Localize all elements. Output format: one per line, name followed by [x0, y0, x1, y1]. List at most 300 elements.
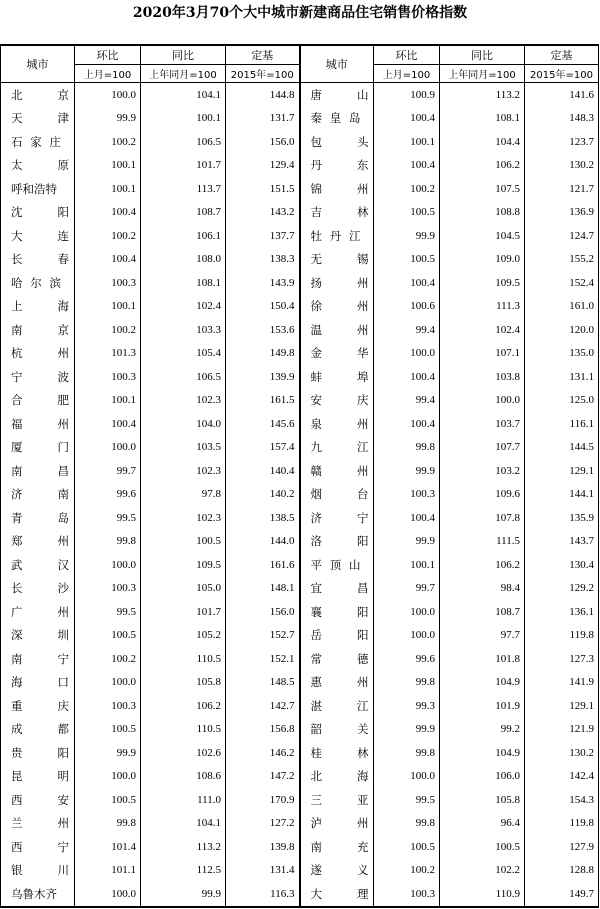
city-cell: [1, 271, 75, 295]
dj-value-cell: 136.9: [525, 201, 599, 225]
tb-value-cell: 108.7: [141, 201, 226, 225]
dj-value-cell: 137.7: [226, 224, 300, 248]
table-row: [1, 647, 599, 671]
table-row: [1, 882, 599, 907]
tb-value-cell: 108.8: [440, 201, 525, 225]
table-row: [1, 271, 599, 295]
hb-value-cell: 99.4: [374, 318, 440, 342]
tb-value-cell: 104.0: [141, 412, 226, 436]
city-name: 襄阳: [310, 604, 369, 619]
tb-value-cell: 100.5: [440, 835, 525, 859]
city-cell: [1, 436, 75, 460]
city-cell: [300, 389, 374, 413]
hb-value-cell: 100.0: [374, 624, 440, 648]
hb-value-cell: 99.9: [75, 107, 141, 131]
hb-value-cell: 100.3: [75, 271, 141, 295]
hb-value-cell: 100.3: [75, 577, 141, 601]
column-header-dj: 定基: [226, 45, 300, 65]
dj-value-cell: 156.0: [226, 600, 300, 624]
tb-value-cell: 101.8: [440, 647, 525, 671]
city-name: 大连: [11, 228, 69, 243]
dj-value-cell: 129.4: [226, 154, 300, 178]
tb-value-cell: 104.4: [440, 130, 525, 154]
dj-value-cell: 147.2: [226, 765, 300, 789]
tb-value-cell: 101.9: [440, 694, 525, 718]
city-cell: [300, 248, 374, 272]
tb-value-cell: 104.9: [440, 741, 525, 765]
hb-value-cell: 100.6: [374, 295, 440, 319]
column-header-hb: 环比: [374, 45, 440, 65]
tb-value-cell: 107.7: [440, 436, 525, 460]
city-name: 长沙: [11, 581, 69, 596]
tb-value-cell: 105.8: [440, 788, 525, 812]
dj-value-cell: 144.0: [226, 530, 300, 554]
city-name: 宜昌: [310, 581, 369, 596]
city-cell: [300, 459, 374, 483]
hb-value-cell: 100.2: [75, 647, 141, 671]
city-cell: [300, 436, 374, 460]
city-cell: [1, 459, 75, 483]
city-name: 扬州: [310, 275, 369, 290]
table-row: [1, 483, 599, 507]
hb-value-cell: 99.9: [374, 224, 440, 248]
city-cell: [1, 177, 75, 201]
tb-value-cell: 102.4: [440, 318, 525, 342]
hb-value-cell: 99.8: [374, 671, 440, 695]
city-name: 大理: [310, 886, 369, 901]
dj-value-cell: 120.0: [525, 318, 599, 342]
city-cell: [1, 412, 75, 436]
city-cell: [300, 765, 374, 789]
dj-value-cell: 140.2: [226, 483, 300, 507]
column-base-dj: 2015年=100: [226, 65, 300, 83]
city-cell: [1, 318, 75, 342]
city-cell: [300, 600, 374, 624]
city-name: 温州: [310, 322, 369, 337]
tb-value-cell: 109.5: [141, 553, 226, 577]
column-base-dj: 2015年=100: [525, 65, 599, 83]
table-row: [1, 530, 599, 554]
table-row: [1, 812, 599, 836]
hb-value-cell: 100.5: [374, 835, 440, 859]
city-cell: [1, 671, 75, 695]
city-cell: [1, 154, 75, 178]
dj-value-cell: 152.1: [226, 647, 300, 671]
tb-value-cell: 101.7: [141, 154, 226, 178]
hb-value-cell: 99.8: [75, 812, 141, 836]
dj-value-cell: 142.4: [525, 765, 599, 789]
city-name: 重庆: [11, 698, 69, 713]
hb-value-cell: 100.1: [374, 130, 440, 154]
city-cell: [300, 342, 374, 366]
city-cell: [300, 624, 374, 648]
dj-value-cell: 127.3: [525, 647, 599, 671]
tb-value-cell: 103.5: [141, 436, 226, 460]
city-name: 平顶山: [310, 557, 361, 572]
city-name: 海口: [11, 675, 69, 690]
dj-value-cell: 135.9: [525, 506, 599, 530]
city-cell: [1, 483, 75, 507]
hb-value-cell: 100.3: [374, 483, 440, 507]
tb-value-cell: 108.1: [440, 107, 525, 131]
tb-value-cell: 106.2: [440, 154, 525, 178]
city-cell: [300, 224, 374, 248]
table-row: [1, 859, 599, 883]
hb-value-cell: 100.0: [75, 436, 141, 460]
table-body: [1, 83, 599, 907]
city-name: 常德: [310, 651, 369, 666]
city-cell: [300, 318, 374, 342]
city-name: 徐州: [310, 299, 369, 314]
dj-value-cell: 127.9: [525, 835, 599, 859]
tb-value-cell: 97.7: [440, 624, 525, 648]
dj-value-cell: 155.2: [525, 248, 599, 272]
tb-value-cell: 108.7: [440, 600, 525, 624]
city-cell: [300, 506, 374, 530]
dj-value-cell: 123.7: [525, 130, 599, 154]
city-cell: [1, 624, 75, 648]
column-base-tb: 上年同月=100: [440, 65, 525, 83]
hb-value-cell: 101.1: [75, 859, 141, 883]
city-name: 深圳: [11, 628, 69, 643]
city-name: 吉林: [310, 205, 369, 220]
dj-value-cell: 121.9: [525, 718, 599, 742]
tb-value-cell: 99.2: [440, 718, 525, 742]
city-name: 湛江: [310, 698, 369, 713]
tb-value-cell: 110.9: [440, 882, 525, 907]
dj-value-cell: 129.1: [525, 459, 599, 483]
dj-value-cell: 130.4: [525, 553, 599, 577]
hb-value-cell: 100.2: [374, 859, 440, 883]
city-cell: [1, 130, 75, 154]
dj-value-cell: 143.9: [226, 271, 300, 295]
tb-value-cell: 113.7: [141, 177, 226, 201]
dj-value-cell: 124.7: [525, 224, 599, 248]
dj-value-cell: 144.5: [525, 436, 599, 460]
city-cell: [1, 835, 75, 859]
city-name: 杭州: [11, 346, 69, 361]
column-base-hb: 上月=100: [75, 65, 141, 83]
city-name: 石家庄: [11, 134, 61, 149]
tb-value-cell: 107.5: [440, 177, 525, 201]
city-cell: [300, 741, 374, 765]
city-name: 青岛: [11, 510, 69, 525]
table-row: [1, 741, 599, 765]
hb-value-cell: 100.0: [374, 342, 440, 366]
city-cell: [1, 295, 75, 319]
table-row: [1, 835, 599, 859]
city-cell: [1, 765, 75, 789]
dj-value-cell: 131.1: [525, 365, 599, 389]
dj-value-cell: 139.9: [226, 365, 300, 389]
city-name: 遂义: [310, 863, 369, 878]
city-name: 北京: [11, 87, 69, 102]
hb-value-cell: 100.4: [374, 107, 440, 131]
city-name: 长春: [11, 252, 69, 267]
table-row: [1, 154, 599, 178]
city-name: 济南: [11, 487, 69, 502]
dj-value-cell: 125.0: [525, 389, 599, 413]
dj-value-cell: 116.1: [525, 412, 599, 436]
column-header-city: 城市: [300, 45, 374, 83]
city-cell: [1, 882, 75, 907]
tb-value-cell: 108.0: [141, 248, 226, 272]
city-cell: [300, 412, 374, 436]
city-cell: [300, 577, 374, 601]
tb-value-cell: 111.5: [440, 530, 525, 554]
city-cell: [1, 694, 75, 718]
city-name: 济宁: [310, 510, 369, 525]
city-cell: [1, 859, 75, 883]
hb-value-cell: 100.0: [75, 765, 141, 789]
column-base-hb: 上月=100: [374, 65, 440, 83]
tb-value-cell: 111.0: [141, 788, 226, 812]
tb-value-cell: 113.2: [440, 83, 525, 107]
city-name: 金华: [310, 346, 369, 361]
table-row: [1, 577, 599, 601]
dj-value-cell: 170.9: [226, 788, 300, 812]
tb-value-cell: 102.4: [141, 295, 226, 319]
tb-value-cell: 110.5: [141, 718, 226, 742]
city-cell: [1, 788, 75, 812]
dj-value-cell: 149.8: [226, 342, 300, 366]
city-cell: [300, 130, 374, 154]
hb-value-cell: 99.8: [374, 436, 440, 460]
city-name: 贵阳: [11, 745, 69, 760]
city-cell: [1, 342, 75, 366]
city-name: 南充: [310, 839, 369, 854]
dj-value-cell: 143.2: [226, 201, 300, 225]
city-cell: [1, 647, 75, 671]
dj-value-cell: 140.4: [226, 459, 300, 483]
city-name: 广州: [11, 604, 69, 619]
city-name: 乌鲁木齐: [11, 886, 57, 901]
column-header-city: 城市: [1, 45, 75, 83]
hb-value-cell: 99.9: [75, 741, 141, 765]
table-row: [1, 318, 599, 342]
city-name: 惠州: [310, 675, 369, 690]
table-row: [1, 83, 599, 107]
tb-value-cell: 104.1: [141, 812, 226, 836]
city-name: 南京: [11, 322, 69, 337]
tb-value-cell: 102.3: [141, 506, 226, 530]
tb-value-cell: 112.5: [141, 859, 226, 883]
hb-value-cell: 99.5: [75, 506, 141, 530]
city-cell: [300, 671, 374, 695]
tb-value-cell: 106.5: [141, 130, 226, 154]
city-cell: [1, 224, 75, 248]
dj-value-cell: 138.3: [226, 248, 300, 272]
hb-value-cell: 100.4: [374, 154, 440, 178]
tb-value-cell: 110.5: [141, 647, 226, 671]
city-cell: [1, 83, 75, 107]
dj-value-cell: 146.2: [226, 741, 300, 765]
tb-value-cell: 96.4: [440, 812, 525, 836]
dj-value-cell: 145.6: [226, 412, 300, 436]
city-cell: [300, 483, 374, 507]
city-name: 合肥: [11, 393, 69, 408]
tb-value-cell: 103.8: [440, 365, 525, 389]
tb-value-cell: 109.5: [440, 271, 525, 295]
table-row: [1, 224, 599, 248]
hb-value-cell: 99.3: [374, 694, 440, 718]
dj-value-cell: 148.1: [226, 577, 300, 601]
city-cell: [1, 365, 75, 389]
table-row: [1, 107, 599, 131]
hb-value-cell: 99.9: [374, 459, 440, 483]
city-cell: [1, 389, 75, 413]
dj-value-cell: 130.2: [525, 154, 599, 178]
hb-value-cell: 99.8: [75, 530, 141, 554]
city-name: 哈尔滨: [11, 275, 61, 290]
dj-value-cell: 139.8: [226, 835, 300, 859]
city-name: 牡丹江: [310, 228, 361, 243]
city-name: 兰州: [11, 816, 69, 831]
hb-value-cell: 99.7: [374, 577, 440, 601]
city-name: 上海: [11, 299, 69, 314]
table-row: [1, 177, 599, 201]
hb-value-cell: 100.2: [75, 130, 141, 154]
table-row: [1, 130, 599, 154]
city-cell: [1, 201, 75, 225]
city-name: 天津: [11, 111, 69, 126]
hb-value-cell: 100.5: [374, 201, 440, 225]
tb-value-cell: 99.9: [141, 882, 226, 907]
city-name: 安庆: [310, 393, 369, 408]
city-name: 郑州: [11, 534, 69, 549]
dj-value-cell: 141.9: [525, 671, 599, 695]
table-row: [1, 412, 599, 436]
city-cell: [300, 553, 374, 577]
tb-value-cell: 100.0: [440, 389, 525, 413]
tb-value-cell: 102.6: [141, 741, 226, 765]
city-cell: [1, 553, 75, 577]
tb-value-cell: 105.0: [141, 577, 226, 601]
city-cell: [300, 83, 374, 107]
hb-value-cell: 99.6: [75, 483, 141, 507]
city-cell: [1, 718, 75, 742]
hb-value-cell: 100.5: [374, 248, 440, 272]
dj-value-cell: 156.8: [226, 718, 300, 742]
city-name: 南宁: [11, 651, 69, 666]
city-cell: [300, 718, 374, 742]
table-row: [1, 624, 599, 648]
dj-value-cell: 136.1: [525, 600, 599, 624]
hb-value-cell: 99.7: [75, 459, 141, 483]
tb-value-cell: 102.3: [141, 389, 226, 413]
tb-value-cell: 104.1: [141, 83, 226, 107]
hb-value-cell: 100.9: [374, 83, 440, 107]
dj-value-cell: 121.7: [525, 177, 599, 201]
city-cell: [1, 812, 75, 836]
hb-value-cell: 100.3: [75, 694, 141, 718]
city-name: 三亚: [310, 792, 369, 807]
table-row: [1, 459, 599, 483]
hb-value-cell: 100.0: [374, 600, 440, 624]
hb-value-cell: 100.2: [75, 318, 141, 342]
city-name: 太原: [11, 158, 69, 173]
city-name: 武汉: [11, 557, 69, 572]
table-row: [1, 295, 599, 319]
dj-value-cell: 127.2: [226, 812, 300, 836]
dj-value-cell: 130.2: [525, 741, 599, 765]
dj-value-cell: 119.8: [525, 812, 599, 836]
price-index-table: [0, 44, 599, 908]
hb-value-cell: 100.1: [374, 553, 440, 577]
hb-value-cell: 100.4: [75, 412, 141, 436]
dj-value-cell: 161.5: [226, 389, 300, 413]
tb-value-cell: 98.4: [440, 577, 525, 601]
tb-value-cell: 102.3: [141, 459, 226, 483]
hb-value-cell: 101.4: [75, 835, 141, 859]
city-cell: [1, 741, 75, 765]
dj-value-cell: 138.5: [226, 506, 300, 530]
hb-value-cell: 100.5: [75, 624, 141, 648]
tb-value-cell: 109.0: [440, 248, 525, 272]
hb-value-cell: 99.5: [374, 788, 440, 812]
city-cell: [300, 201, 374, 225]
city-cell: [1, 577, 75, 601]
tb-value-cell: 105.8: [141, 671, 226, 695]
city-name: 蚌埠: [310, 369, 369, 384]
table-row: [1, 600, 599, 624]
hb-value-cell: 100.4: [75, 248, 141, 272]
column-header-hb: 环比: [75, 45, 141, 65]
city-name: 无锡: [310, 252, 369, 267]
hb-value-cell: 100.1: [75, 177, 141, 201]
hb-value-cell: 100.3: [75, 365, 141, 389]
table-row: [1, 765, 599, 789]
dj-value-cell: 141.6: [525, 83, 599, 107]
dj-value-cell: 128.8: [525, 859, 599, 883]
hb-value-cell: 99.9: [374, 530, 440, 554]
city-cell: [300, 788, 374, 812]
dj-value-cell: 143.7: [525, 530, 599, 554]
dj-value-cell: 153.6: [226, 318, 300, 342]
tb-value-cell: 106.2: [440, 553, 525, 577]
dj-value-cell: 161.6: [226, 553, 300, 577]
city-name: 韶关: [310, 722, 369, 737]
hb-value-cell: 100.0: [75, 882, 141, 907]
hb-value-cell: 100.0: [75, 553, 141, 577]
table-row: [1, 436, 599, 460]
city-name: 泉州: [310, 416, 369, 431]
hb-value-cell: 100.4: [374, 271, 440, 295]
tb-value-cell: 106.2: [141, 694, 226, 718]
tb-value-cell: 106.5: [141, 365, 226, 389]
city-name: 包头: [310, 134, 369, 149]
hb-value-cell: 100.2: [75, 224, 141, 248]
dj-value-cell: 144.8: [226, 83, 300, 107]
hb-value-cell: 100.0: [75, 83, 141, 107]
hb-value-cell: 100.4: [374, 365, 440, 389]
city-name: 洛阳: [310, 534, 369, 549]
city-name: 西宁: [11, 839, 69, 854]
tb-value-cell: 97.8: [141, 483, 226, 507]
dj-value-cell: 129.1: [525, 694, 599, 718]
dj-value-cell: 151.5: [226, 177, 300, 201]
city-cell: [300, 694, 374, 718]
city-name: 烟台: [310, 487, 369, 502]
table-row: [1, 365, 599, 389]
dj-value-cell: 129.2: [525, 577, 599, 601]
hb-value-cell: 100.0: [374, 765, 440, 789]
hb-value-cell: 100.5: [75, 788, 141, 812]
table-row: [1, 553, 599, 577]
tb-value-cell: 106.0: [440, 765, 525, 789]
city-name: 九江: [310, 440, 369, 455]
dj-value-cell: 142.7: [226, 694, 300, 718]
